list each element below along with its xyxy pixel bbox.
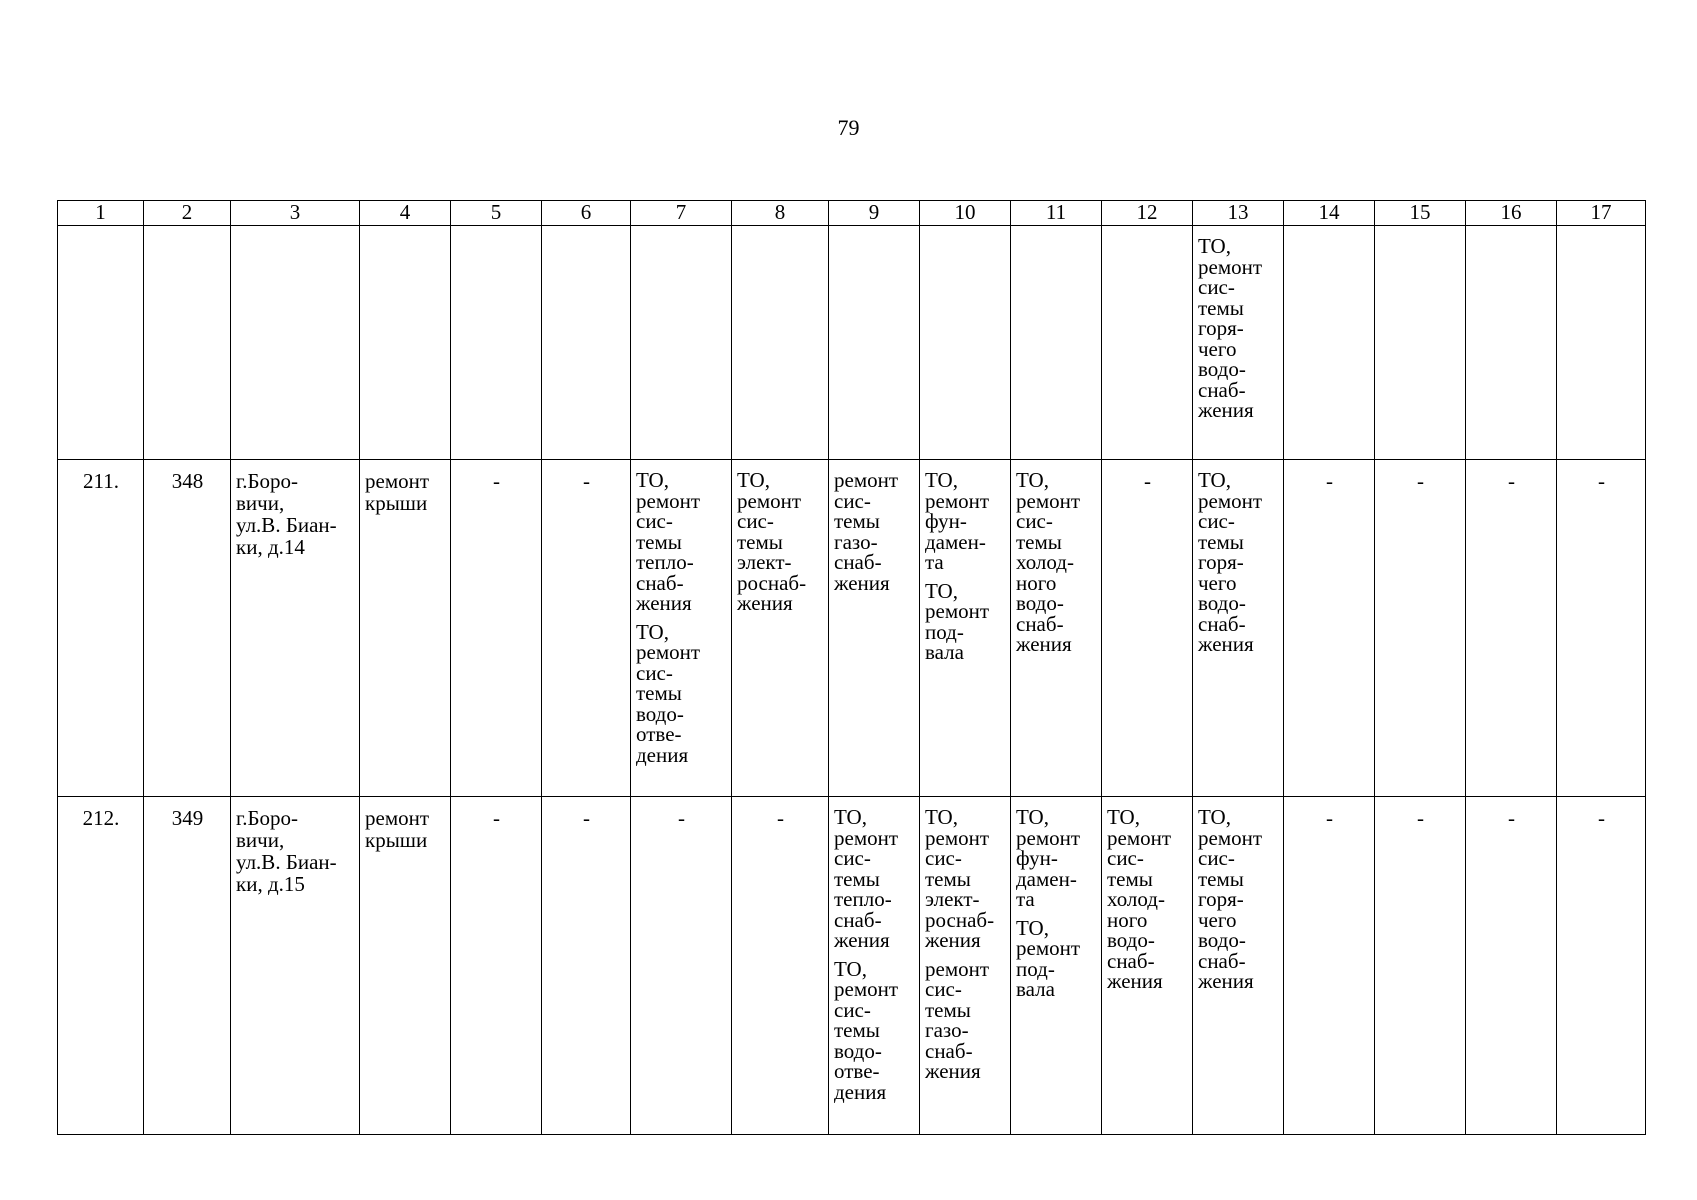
repair-plan-table xyxy=(57,200,1646,1135)
table-cell xyxy=(144,460,231,797)
column-number-17: 17 xyxy=(1557,201,1646,226)
table-cell xyxy=(542,797,631,1135)
table-cell xyxy=(1466,226,1557,460)
table-cell xyxy=(631,460,732,797)
column-number-16: 16 xyxy=(1466,201,1557,226)
cell-entry: ТО, ремонт сис- темы элект- роснаб- жения xyxy=(737,468,807,615)
table-cell xyxy=(58,460,144,797)
table-cell xyxy=(1193,226,1284,460)
column-number-3: 3 xyxy=(231,201,360,226)
table-cell xyxy=(1102,460,1193,797)
cell-entry: ТО, ремонт под- вала xyxy=(1016,915,1081,1001)
cell-entry: ТО, ремонт сис- темы элект- роснаб- жения xyxy=(925,805,995,952)
cell-entry: ТО, ремонт сис- темы тепло- снаб- жения xyxy=(636,468,701,615)
table-cell xyxy=(360,226,451,460)
cell-entry: ТО, ремонт сис- темы водо- отве- дения xyxy=(636,619,701,767)
table-cell xyxy=(1375,460,1466,797)
table-cell xyxy=(829,226,920,460)
cell-entry: - xyxy=(1508,806,1515,830)
table-cell xyxy=(231,226,360,460)
column-number-11: 11 xyxy=(1011,201,1102,226)
table-cell xyxy=(231,797,360,1135)
table-cell xyxy=(1011,460,1102,797)
table-cell xyxy=(920,460,1011,797)
cell-entry: ТО, ремонт сис- темы холод- ного водо- снаб- жения xyxy=(1107,805,1172,993)
table-cell xyxy=(1557,460,1646,797)
table-cell xyxy=(1375,797,1466,1135)
cell-entry: 211. xyxy=(83,469,119,493)
table-cell xyxy=(829,797,920,1135)
table-cell xyxy=(732,460,829,797)
table-cell xyxy=(1557,797,1646,1135)
table-cell xyxy=(631,797,732,1135)
cell-entry: - xyxy=(678,806,685,830)
table-cell xyxy=(920,226,1011,460)
table-cell xyxy=(1284,460,1375,797)
table-cell xyxy=(732,226,829,460)
cell-entry: - xyxy=(1417,806,1424,830)
cell-entry: - xyxy=(1508,469,1515,493)
cell-entry: 212. xyxy=(82,806,120,830)
table-row xyxy=(58,797,1646,1135)
table-cell xyxy=(1102,226,1193,460)
table-cell xyxy=(1466,797,1557,1135)
table-cell xyxy=(542,226,631,460)
column-number-13: 13 xyxy=(1193,201,1284,226)
column-number-12: 12 xyxy=(1102,201,1193,226)
cell-entry: ТО, ремонт фун- дамен- та xyxy=(1016,805,1081,911)
cell-entry: ремонт сис- темы газо- снаб- жения xyxy=(925,956,990,1083)
table-cell xyxy=(542,460,631,797)
cell-entry: - xyxy=(777,806,784,830)
column-number-1: 1 xyxy=(58,201,144,226)
table-cell xyxy=(360,797,451,1135)
table-cell xyxy=(732,797,829,1135)
table-cell xyxy=(144,226,231,460)
cell-entry: - xyxy=(493,806,500,830)
cell-entry: - xyxy=(583,806,590,830)
column-number-8: 8 xyxy=(732,201,829,226)
cell-entry: ремонт сис- темы газо- снаб- жения xyxy=(834,468,899,595)
table-cell xyxy=(920,797,1011,1135)
table-cell xyxy=(829,460,920,797)
column-number-6: 6 xyxy=(542,201,631,226)
cell-entry: ТО, ремонт сис- темы горя- чего водо- снаб- жения xyxy=(1198,805,1263,993)
table-row xyxy=(58,226,1646,460)
cell-entry: - xyxy=(493,469,500,493)
column-number-9: 9 xyxy=(829,201,920,226)
table-cell xyxy=(144,797,231,1135)
table-cell xyxy=(1557,226,1646,460)
table-cell xyxy=(1011,797,1102,1135)
column-number-14: 14 xyxy=(1284,201,1375,226)
cell-entry: ТО, ремонт сис- темы водо- отве- дения xyxy=(834,956,899,1104)
cell-entry: 348 xyxy=(171,469,204,493)
cell-entry: ТО, ремонт под- вала xyxy=(925,578,990,664)
table-cell xyxy=(1193,797,1284,1135)
table-cell xyxy=(1193,460,1284,797)
page-number: 79 xyxy=(837,115,860,140)
column-number-5: 5 xyxy=(451,201,542,226)
cell-entry: - xyxy=(1598,806,1605,830)
table-cell xyxy=(631,226,732,460)
cell-entry: ТО, ремонт сис- темы тепло- снаб- жения xyxy=(834,805,899,952)
cell-entry: 349 xyxy=(171,806,204,830)
cell-entry: - xyxy=(1326,469,1333,493)
cell-entry: - xyxy=(1598,469,1605,493)
table-cell xyxy=(1011,226,1102,460)
cell-entry: ремонт крыши xyxy=(365,469,430,515)
table-cell xyxy=(1102,797,1193,1135)
column-number-15: 15 xyxy=(1375,201,1466,226)
column-number-10: 10 xyxy=(920,201,1011,226)
cell-entry: ТО, ремонт сис- темы горя- чего водо- снаб- жения xyxy=(1198,468,1263,656)
column-number-7: 7 xyxy=(631,201,732,226)
column-number-2: 2 xyxy=(144,201,231,226)
column-number-4: 4 xyxy=(360,201,451,226)
cell-entry: г.Боро- вичи, ул.В. Биан- ки, д.14 xyxy=(236,469,337,559)
cell-entry: - xyxy=(583,469,590,493)
column-number-row xyxy=(58,201,1646,226)
table-cell xyxy=(360,460,451,797)
cell-entry: ремонт крыши xyxy=(365,806,430,852)
table-cell xyxy=(451,460,542,797)
table-cell xyxy=(1284,226,1375,460)
table-cell xyxy=(58,226,144,460)
table-cell xyxy=(1284,797,1375,1135)
table-cell xyxy=(58,797,144,1135)
cell-entry: г.Боро- вичи, ул.В. Биан- ки, д.15 xyxy=(236,806,337,896)
cell-entry: ТО, ремонт фун- дамен- та xyxy=(925,468,990,574)
table-cell xyxy=(451,797,542,1135)
table-cell xyxy=(1466,460,1557,797)
table-cell xyxy=(231,460,360,797)
table-row xyxy=(58,460,1646,797)
table-cell xyxy=(451,226,542,460)
cell-entry: - xyxy=(1144,469,1151,493)
cell-entry: - xyxy=(1326,806,1333,830)
cell-entry: ТО, ремонт сис- темы горя- чего водо- снаб- жения xyxy=(1198,234,1263,422)
cell-entry: ТО, ремонт сис- темы холод- ного водо- снаб- жения xyxy=(1016,468,1081,656)
cell-entry: - xyxy=(1417,469,1424,493)
table-cell xyxy=(1375,226,1466,460)
